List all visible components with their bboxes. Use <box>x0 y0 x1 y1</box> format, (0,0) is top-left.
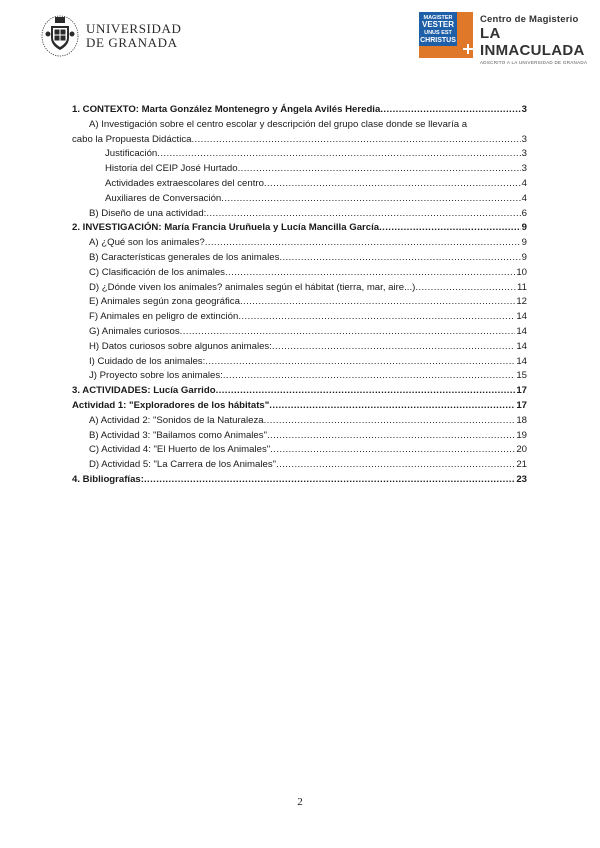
toc-entry[interactable]: C) Clasificación de los animales ..... 10 <box>72 266 527 281</box>
toc-entry[interactable]: Actividad 1: "Exploradores de los hábitats" ..... 17 <box>72 399 527 414</box>
toc-entry[interactable]: C) Actividad 4: "El Huerto de los Animales" ..... 20 <box>72 443 527 458</box>
university-of-granada-crest-icon <box>40 12 80 58</box>
toc-entry[interactable]: A) ¿Qué son los animales? ..... 9 <box>72 236 527 251</box>
toc-entry[interactable]: I) Cuidado de los animales: ..... 14 <box>72 355 527 370</box>
toc-entry[interactable]: D) ¿Dónde viven los animales? animales según el hábitat (tierra, mar, aire...) ..... 11 <box>72 281 527 296</box>
toc-entry[interactable]: A) Actividad 2: "Sonidos de la Naturaleza ..... 18 <box>72 414 527 429</box>
toc-entry[interactable]: 3. ACTIVIDADES: Lucía Garrido ..... 17 <box>72 384 527 399</box>
toc-entry[interactable]: J) Proyecto sobre los animales: ..... 15 <box>72 369 527 384</box>
university-name-line2: DE GRANADA <box>86 35 178 50</box>
toc-entry[interactable]: F) Animales en peligro de extinción ..... 14 <box>72 310 527 325</box>
toc-entry[interactable]: Historia del CEIP José Hurtado ..... 3 <box>72 162 527 177</box>
toc-entry[interactable]: 4. Bibliografías: ..... 23 <box>72 473 527 488</box>
toc-entry[interactable]: B) Diseño de una actividad: ..... 6 <box>72 207 527 222</box>
toc-entry[interactable]: Auxiliares de Conversación ..... 4 <box>72 192 527 207</box>
toc-entry[interactable]: Actividades extraescolares del centro ..... 4 <box>72 177 527 192</box>
toc-entry[interactable]: B) Actividad 3: "Bailamos como Animales" ..... 19 <box>72 429 527 444</box>
toc-entry[interactable]: 2. INVESTIGACIÓN: María Francia Uruñuela y Lucía Mancilla García ..... 9 <box>72 221 527 236</box>
table-of-contents <box>72 103 527 488</box>
svg-text:UNUS EST: UNUS EST <box>424 30 452 36</box>
page-number: 2 <box>297 796 303 808</box>
toc-entry[interactable]: G) Animales curiosos ..... 14 <box>72 325 527 340</box>
svg-text:CHRISTUS: CHRISTUS <box>420 37 456 44</box>
inmaculada-subtitle: ADSCRITO A LA UNIVERSIDAD DE GRANADA <box>480 60 588 65</box>
toc-entry[interactable]: H) Datos curiosos sobre algunos animales: ..... 14 <box>72 340 527 355</box>
svg-text:MAGISTER: MAGISTER <box>423 15 453 21</box>
magisterio-inmaculada-name <box>480 14 600 66</box>
toc-entry[interactable]: A) Investigación sobre el centro escolar y descripción del grupo clase donde se llevaría a cabo la Propuesta Didáctica ..... 3 <box>72 118 527 148</box>
university-name <box>86 22 181 50</box>
svg-text:VESTER: VESTER <box>421 20 455 29</box>
toc-entry[interactable]: E) Animales según zona geográfica ..... 12 <box>72 295 527 310</box>
magisterio-inmaculada-logo-icon <box>419 12 473 58</box>
inmaculada-title: LA INMACULADA <box>480 25 585 59</box>
toc-entry[interactable]: D) Actividad 5: "La Carrera de los Animales" ..... 21 <box>72 458 527 473</box>
university-name-line1: UNIVERSIDAD <box>86 21 182 36</box>
page-header <box>0 0 600 70</box>
toc-entry[interactable]: Justificación ..... 3 <box>72 147 527 162</box>
magisterio-center-label: Centro de Magisterio <box>480 14 579 25</box>
toc-entry[interactable]: B) Características generales de los animales ..... 9 <box>72 251 527 266</box>
toc-entry[interactable]: 1. CONTEXTO: Marta González Montenegro y Ángela Avilés Heredia ..... 3 <box>72 103 527 118</box>
